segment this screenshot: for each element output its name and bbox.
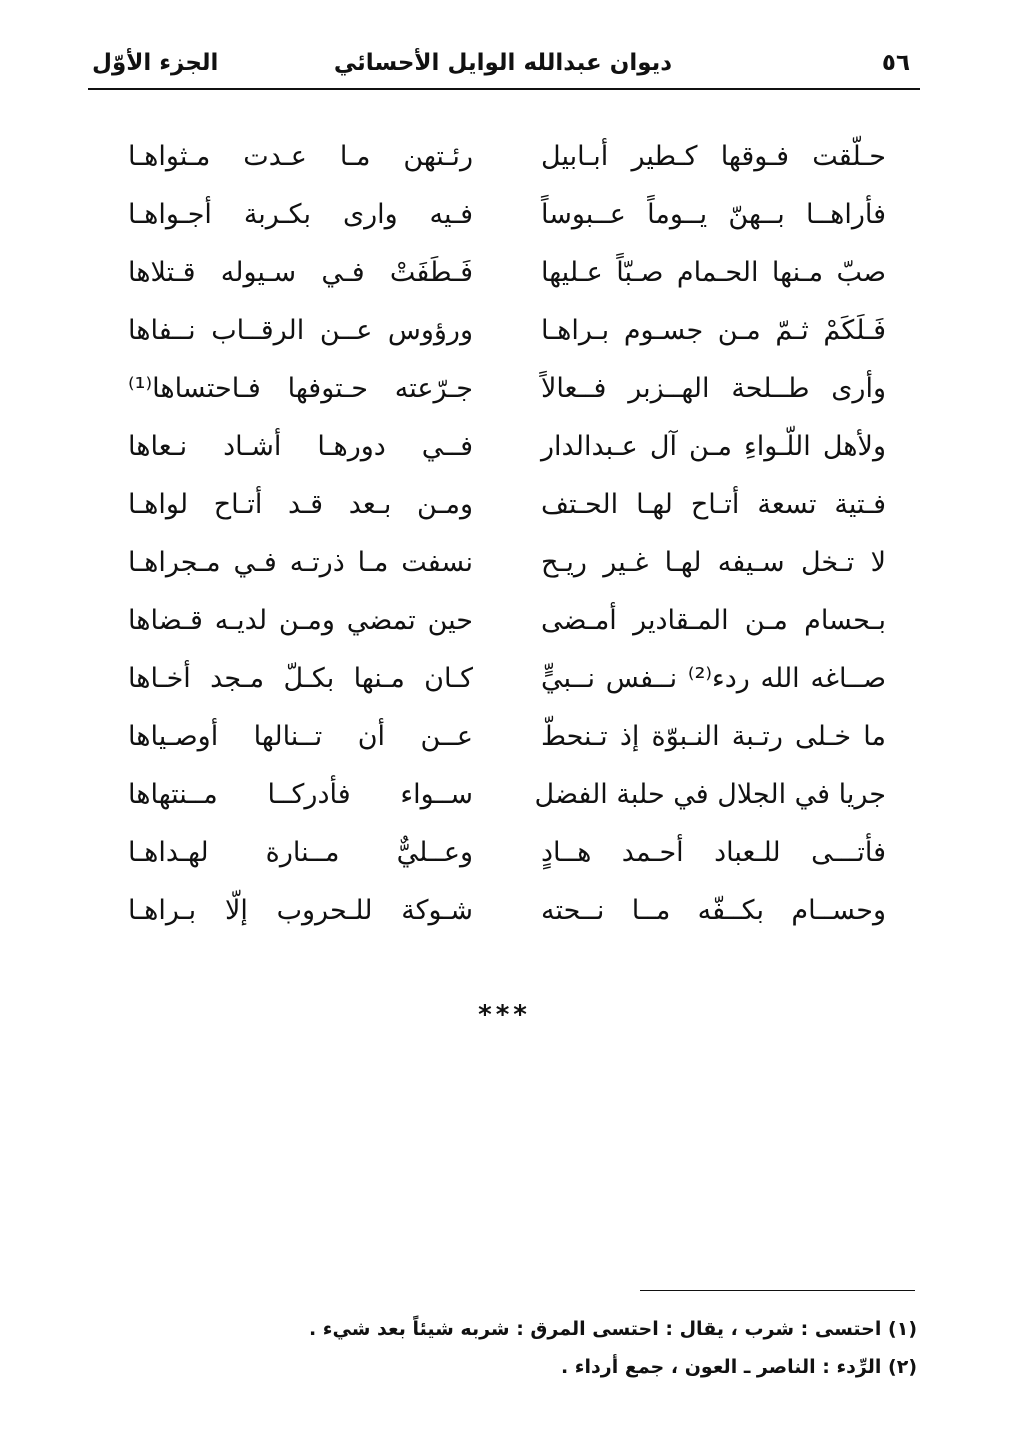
verse-first-half: فأتـــى للـعباد أحـمد هــادٍ <box>541 837 886 868</box>
verse-first-half: لا تـخل سـيفه لهـا غـير ريـح <box>541 547 886 578</box>
verse-second-half: ورؤوس عــن الرقــاب نــفاها <box>128 315 473 346</box>
verse-first-half: وأرى طــلحة الهــزبر فــعالاً <box>541 373 886 404</box>
verse <box>100 476 900 534</box>
verse <box>100 418 900 476</box>
verse <box>100 650 900 708</box>
footnote-rule <box>640 1290 915 1291</box>
verse-second-half: فَـطَفَتْ فـي سـيوله قـتلاها <box>128 257 473 288</box>
verse-first-half: صــاغه الله ردء⁽²⁾ نــفس نــبيٍّ <box>541 663 887 694</box>
footnotes <box>217 1310 917 1386</box>
page-number: ٥٦ <box>881 50 910 76</box>
page-header <box>88 40 918 84</box>
verse <box>100 534 900 592</box>
verse-second-half: رئـتهن مـا عـدت مـثواهـا <box>128 141 473 172</box>
verse-first-half: حـلّقت فـوقها كـطير أبـابيل <box>541 141 886 172</box>
poem <box>100 128 900 940</box>
verse-first-half: وحســام بكــفّه مــا نــحته <box>541 895 886 926</box>
verse-first-half: صبّ مـنها الحـمام صـبّاً عـليها <box>541 257 886 288</box>
verse-second-half: نسفت مـا ذرتـه فـي مـجراهـا <box>128 547 473 578</box>
verse-first-half: جريا في الجلال في حلبة الفضل <box>534 779 886 810</box>
verse-second-half: فــي دورهـا أشـاد نـعاها <box>128 431 473 462</box>
verse <box>100 302 900 360</box>
verse <box>100 128 900 186</box>
verse <box>100 766 900 824</box>
verse-first-half: ما خـلى رتـبة النـبوّة إذ تـنحطّ <box>541 721 886 752</box>
verse-second-half: ومـن بـعد قـد أتـاح لواهـا <box>128 489 473 520</box>
section-separator: *** <box>478 1000 531 1030</box>
verse-second-half: شـوكة للـحروب إلّا بـراهـا <box>128 895 473 926</box>
verse-first-half: فَـلَكَمْ ثـمّ مـن جسـوم بـراهـا <box>541 315 886 346</box>
verse-first-half: ولأهل اللّـواءِ مـن آل عـبدالدار <box>541 431 886 462</box>
verse-second-half: كـان مـنها بكـلّ مـجد أخـاها <box>128 663 473 694</box>
verse <box>100 360 900 418</box>
verse <box>100 708 900 766</box>
verse <box>100 824 900 882</box>
verse-second-half: وعــليٌّ مــنارة لهـداهـا <box>128 837 473 868</box>
verse <box>100 186 900 244</box>
verse-second-half: حين تمضي ومـن لديـه قـضاها <box>128 605 473 636</box>
footnote: (٢) الرِّدء : الناصر ـ العون ، جمع أرداء . <box>560 1356 917 1378</box>
verse <box>100 592 900 650</box>
header-rule <box>88 88 920 90</box>
verse-first-half: فأراهــا بــهنّ يــوماً عــبوساً <box>541 199 886 230</box>
verse-second-half: ســواء فأدركــا مــنتهاها <box>128 779 473 810</box>
volume-label: الجزء الأوّل <box>92 50 219 76</box>
book-title: ديوان عبدالله الوايل الأحسائي <box>333 50 673 76</box>
verse <box>100 882 900 940</box>
verse-second-half: فـيه وارى بكـربة أجـواهـا <box>128 199 473 230</box>
verse-second-half: عــن أن تــنالها أوصـياها <box>128 721 473 752</box>
verse-second-half: جـرّعته حـتوفها فـاحتساها⁽¹⁾ <box>128 373 473 404</box>
verse-first-half: بـحسام مـن المـقادير أمـضى <box>541 605 886 636</box>
verse-first-half: فـتية تسعة أتـاح لهـا الحـتف <box>541 489 886 520</box>
footnote: (١) احتسى : شرب ، يقال : احتسى المرق : شربه شيئاً بعد شيء . <box>308 1318 917 1340</box>
verse <box>100 244 900 302</box>
